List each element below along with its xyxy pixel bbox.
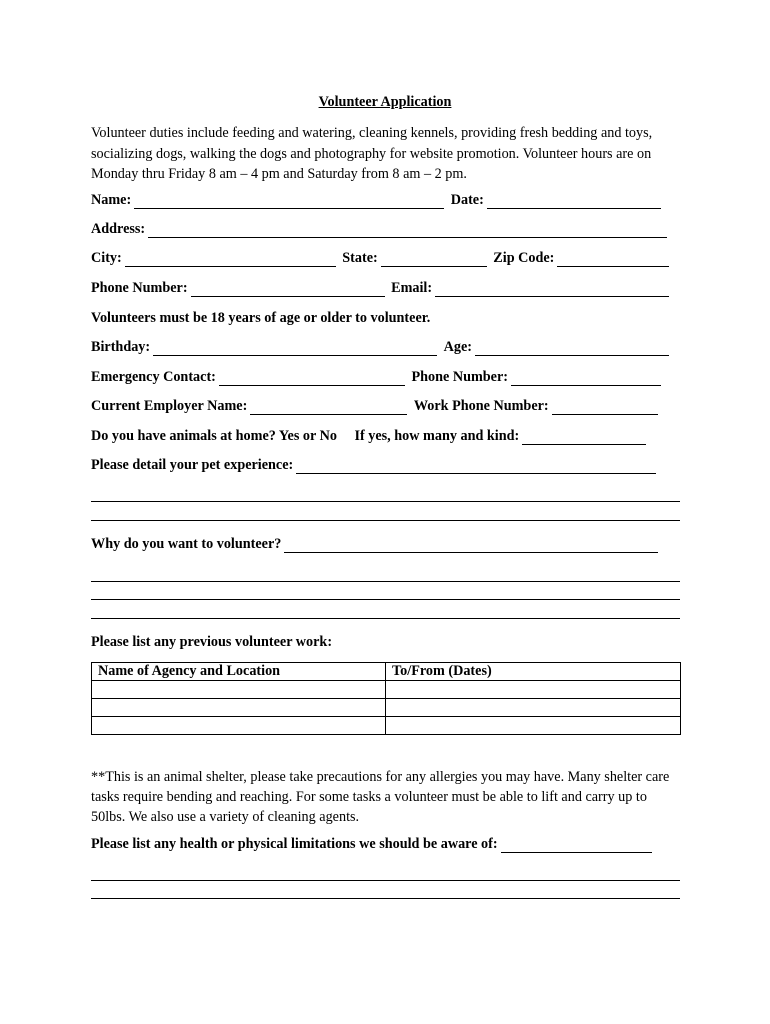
page-title: Volunteer Application	[318, 94, 452, 110]
name-field[interactable]	[134, 194, 444, 209]
name-date-row	[91, 192, 681, 212]
emergency-contact-row	[91, 369, 681, 389]
animals-row	[91, 428, 681, 448]
emergency-phone-field[interactable]	[511, 371, 661, 386]
birthday-label: Birthday:	[91, 339, 151, 355]
health-line-2[interactable]	[91, 898, 680, 899]
why-volunteer-line-1[interactable]	[91, 581, 680, 582]
employer-label: Current Employer Name:	[91, 398, 248, 414]
intro-paragraph: Volunteer duties include feeding and watering, cleaning kennels, providing fresh bedding and toys, socializing dogs, walking the dogs and photography for website promotion. Volunteer hours are on Monday thru Friday 8 am – 4 pm and Saturday from 8 am – 2 pm.	[91, 125, 653, 182]
why-volunteer-label: Why do you want to volunteer?	[91, 536, 282, 552]
agency-cell[interactable]	[92, 681, 386, 699]
pet-experience-label: Please detail your pet experience:	[91, 457, 294, 473]
address-field[interactable]	[148, 223, 667, 238]
employer-field[interactable]	[250, 400, 407, 415]
email-label: Email:	[391, 280, 433, 296]
city-field[interactable]	[125, 252, 336, 267]
why-volunteer-row	[91, 536, 681, 556]
age-label: Age:	[443, 339, 473, 355]
city-label: City:	[91, 250, 122, 266]
pet-experience-line-1[interactable]	[91, 501, 680, 502]
email-field[interactable]	[435, 282, 669, 297]
age-notice: Volunteers must be 18 years of age or older to volunteer.	[91, 310, 431, 326]
birthday-field[interactable]	[153, 341, 437, 356]
emergency-phone-label: Phone Number:	[411, 369, 508, 385]
dates-cell[interactable]	[386, 681, 681, 699]
dates-column-header: To/From (Dates)	[386, 663, 681, 681]
phone-label: Phone Number:	[91, 280, 188, 296]
table-header-row	[92, 663, 681, 681]
animals-followup-label: If yes, how many and kind:	[354, 428, 520, 444]
pet-experience-field[interactable]	[296, 459, 656, 474]
employer-row	[91, 398, 681, 418]
why-volunteer-field[interactable]	[284, 538, 658, 553]
age-field[interactable]	[475, 341, 669, 356]
work-phone-label: Work Phone Number:	[413, 398, 549, 414]
zip-label: Zip Code:	[493, 250, 555, 266]
date-label: Date:	[450, 192, 484, 208]
agency-cell[interactable]	[92, 717, 386, 735]
why-volunteer-line-2[interactable]	[91, 599, 680, 600]
health-field[interactable]	[501, 838, 652, 853]
agency-column-header: Name of Agency and Location	[92, 663, 386, 681]
phone-email-row	[91, 280, 681, 300]
emergency-contact-field[interactable]	[219, 371, 405, 386]
emergency-contact-label: Emergency Contact:	[91, 369, 216, 385]
table-row	[92, 717, 681, 735]
shelter-note: **This is an animal shelter, please take precautions for any allergies you may have. Many shelter care tasks require bending and reaching. For some tasks a volunteer must be able to lift and carry up to 50lbs. We also use a variety of cleaning agents.	[91, 769, 670, 825]
animals-field[interactable]	[522, 430, 646, 445]
health-row	[91, 836, 681, 856]
health-label: Please list any health or physical limitations we should be aware of:	[91, 836, 498, 852]
table-row	[92, 699, 681, 717]
previous-work-label: Please list any previous volunteer work:	[91, 634, 333, 650]
dates-cell[interactable]	[386, 717, 681, 735]
table-row	[92, 681, 681, 699]
address-row	[91, 221, 681, 241]
city-state-zip-row	[91, 250, 681, 270]
pet-experience-row	[91, 457, 681, 477]
work-phone-field[interactable]	[552, 400, 658, 415]
birthday-age-row	[91, 339, 681, 359]
state-label: State:	[342, 250, 378, 266]
address-label: Address:	[91, 221, 146, 237]
dates-cell[interactable]	[386, 699, 681, 717]
zip-field[interactable]	[557, 252, 669, 267]
health-line-1[interactable]	[91, 880, 680, 881]
animals-question: Do you have animals at home? Yes or No	[91, 428, 337, 444]
state-field[interactable]	[381, 252, 487, 267]
phone-field[interactable]	[191, 282, 385, 297]
agency-cell[interactable]	[92, 699, 386, 717]
date-field[interactable]	[487, 194, 661, 209]
pet-experience-line-2[interactable]	[91, 520, 680, 521]
previous-work-table	[91, 662, 681, 735]
name-label: Name:	[91, 192, 132, 208]
why-volunteer-line-3[interactable]	[91, 618, 680, 619]
